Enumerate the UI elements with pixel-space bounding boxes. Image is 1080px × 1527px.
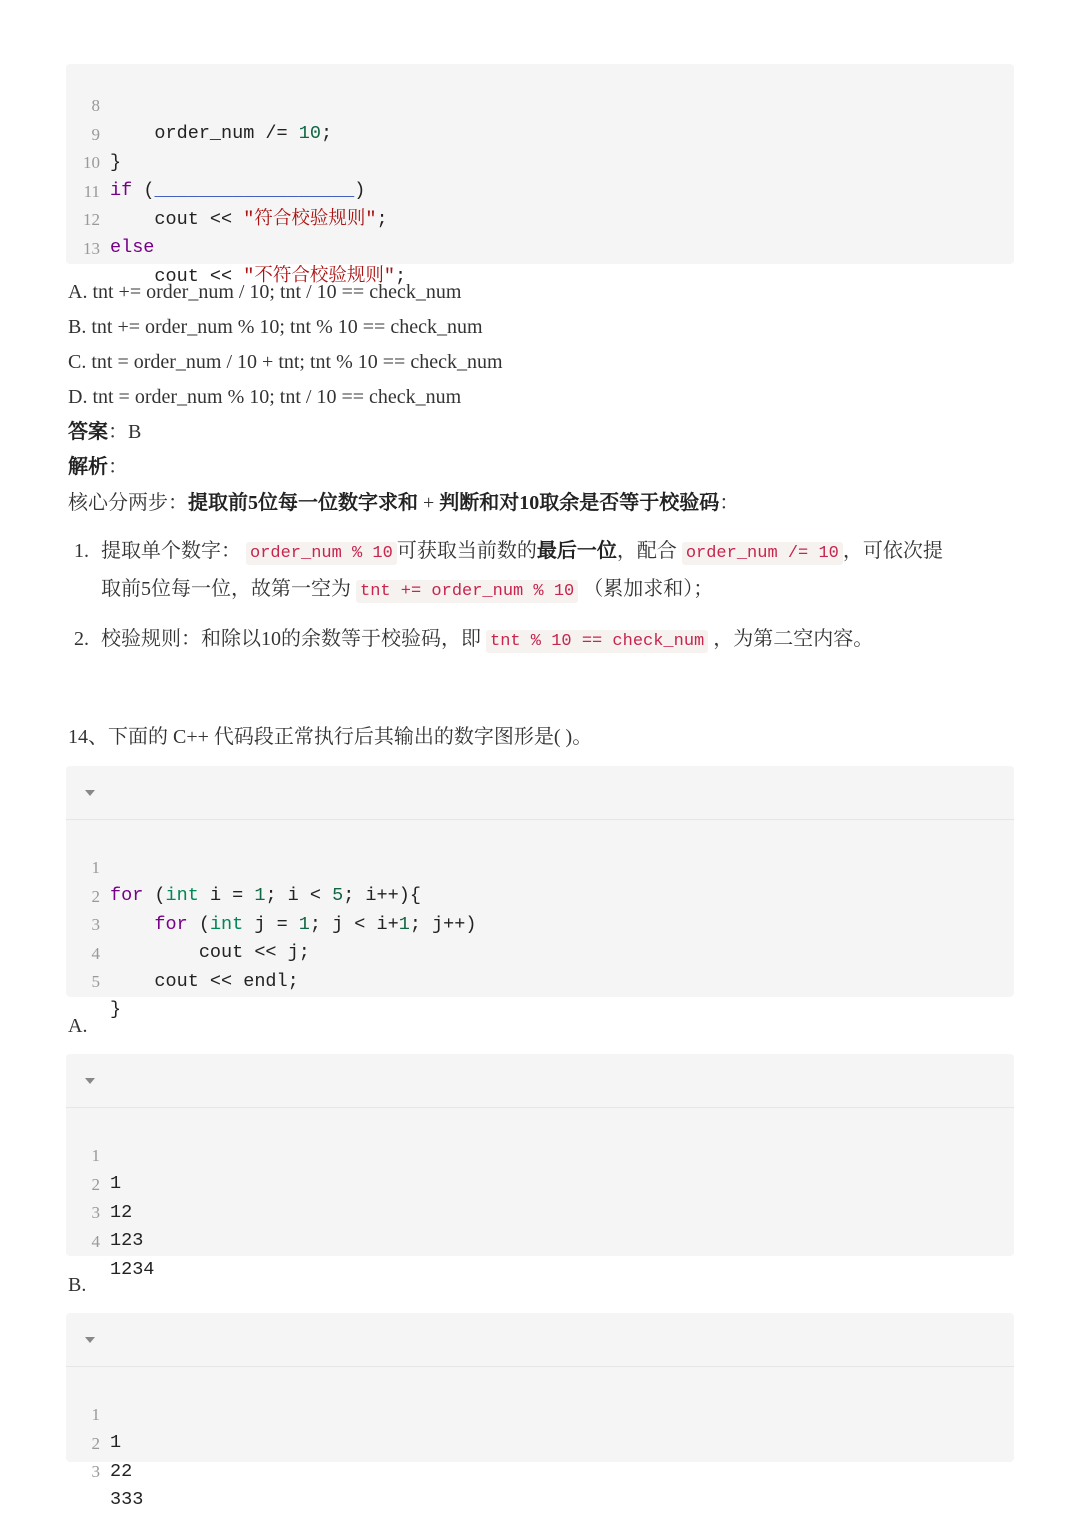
line-number: 3 xyxy=(91,1203,100,1222)
code-string: "符合校验规则" xyxy=(243,208,377,230)
code-text: 1234 xyxy=(110,1258,155,1280)
analysis-bold: 最后一位 xyxy=(536,540,617,562)
code-string: "不符合校验规则" xyxy=(243,265,395,287)
option-b-label: B. xyxy=(68,1274,87,1296)
option-c: C. tnt = order_num / 10 + tnt; tnt % 10 == check_num xyxy=(68,351,503,373)
analysis-bold: 判断和对10取余是否等于校验码 xyxy=(439,492,720,514)
code-line xyxy=(66,1402,133,1482)
code-text: 12 xyxy=(110,1201,133,1223)
code-line xyxy=(66,1114,122,1194)
code-block-option-a xyxy=(66,1054,1014,1280)
line-number: 11 xyxy=(83,181,100,201)
line-number: 12 xyxy=(83,210,100,229)
answer-label: 答案 xyxy=(68,421,108,443)
code-text: ; xyxy=(320,123,333,144)
code-block-header xyxy=(66,1313,1014,1367)
inline-code: order_num /= 10 xyxy=(682,542,843,565)
analysis-bold: 提取前5位每一位数字求和 xyxy=(188,492,418,514)
option-d: D. tnt = order_num % 10; tnt / 10 == check_num xyxy=(68,386,462,408)
code-text: ; xyxy=(394,265,407,287)
line-number: 5 xyxy=(91,972,100,991)
analysis-sep: ： xyxy=(108,456,128,478)
code-line xyxy=(66,1143,133,1223)
analysis-label-line xyxy=(68,452,128,482)
analysis-intro: 核心分两步：提取前5位每一位数字求和 + 判断和对10取余是否等于校验码： xyxy=(68,492,740,514)
code-line xyxy=(66,1373,122,1453)
option-b: B. tnt += order_num % 10; tnt % 10 == check_num xyxy=(68,316,483,338)
code-block-continuation xyxy=(66,64,1014,287)
code-text: 22 xyxy=(110,1460,133,1482)
fill-blank: __________________ xyxy=(154,180,355,201)
line-number: 3 xyxy=(91,915,100,934)
line-number: 4 xyxy=(91,943,100,963)
code-line xyxy=(66,64,333,144)
code-number: 5 xyxy=(332,885,344,906)
code-text: cout << endl; xyxy=(110,970,299,992)
code-keyword: for xyxy=(154,913,188,935)
inline-code: order_num % 10 xyxy=(246,542,397,565)
list-item-text: 提取单个数字： order_num % 10 可获取当前数的最后一位，配合 order_num /= 10 ，可依次提 xyxy=(101,540,943,563)
code-line xyxy=(66,940,122,1020)
line-number: 1 xyxy=(91,1405,100,1424)
code-number: 10 xyxy=(298,123,321,144)
code-text: order_num /= xyxy=(110,123,299,144)
code-block-header xyxy=(66,1054,1014,1108)
code-number: 1 xyxy=(298,913,310,935)
code-type: int xyxy=(209,913,244,935)
code-number: 1 xyxy=(254,885,266,906)
code-text: ) xyxy=(354,180,366,201)
line-number: 4 xyxy=(91,1231,100,1251)
line-number: 8 xyxy=(91,96,100,115)
code-block-header xyxy=(66,766,1014,820)
line-number: 1 xyxy=(91,858,100,877)
code-text: ( xyxy=(132,180,155,201)
code-text: ; xyxy=(376,208,388,230)
code-text: cout << j; xyxy=(110,942,310,963)
code-type: int xyxy=(165,885,199,906)
code-line: 1 for (int i = 1; i < 5; i++){ xyxy=(66,826,110,854)
list-item-text: 校验规则：和除以10的余数等于校验码，即 tnt % 10 == check_num ，为第二空内容。 xyxy=(101,628,874,651)
line-number: 2 xyxy=(91,886,100,906)
code-line xyxy=(66,1171,144,1251)
line-number: 13 xyxy=(83,238,100,258)
caret-down-icon[interactable] xyxy=(85,1337,95,1343)
answer-line xyxy=(68,417,141,447)
code-keyword: else xyxy=(110,237,155,258)
code-text: 333 xyxy=(110,1489,144,1510)
line-number: 2 xyxy=(91,1433,100,1453)
code-text: 1 xyxy=(110,1173,122,1194)
answer-sep: ： xyxy=(108,421,128,443)
answer-value: B xyxy=(128,421,142,443)
line-number: 3 xyxy=(91,1462,100,1481)
list-item-number: 1. xyxy=(74,540,89,562)
code-text: cout << xyxy=(110,265,244,287)
question-14-title: 14、下面的 C++ 代码段正常执行后其输出的数字图形是( )。 xyxy=(68,726,593,748)
code-block-question-14 xyxy=(66,766,1014,1020)
code-line xyxy=(66,1200,155,1280)
analysis-label: 解析 xyxy=(68,456,108,478)
inline-code: tnt % 10 == check_num xyxy=(486,630,708,653)
code-keyword: if xyxy=(110,180,133,201)
line-number: 10 xyxy=(83,153,100,172)
code-number: 1 xyxy=(398,913,410,935)
code-text: cout << xyxy=(110,208,244,230)
caret-down-icon[interactable] xyxy=(85,790,95,796)
list-item-number: 2. xyxy=(74,628,89,650)
code-text: 1 xyxy=(110,1432,122,1453)
code-line: 2 for (int j = 1; j < i+1; j++) xyxy=(66,855,110,883)
caret-down-icon[interactable] xyxy=(85,1078,95,1084)
list-item-text: 取前5位每一位，故第一空为 tnt += order_num % 10 （累加求和）； xyxy=(101,578,714,601)
code-block-option-b xyxy=(66,1313,1014,1510)
option-a: A. tnt += order_num / 10; tnt / 10 == check_num xyxy=(68,281,462,303)
option-a-label: A. xyxy=(68,1015,88,1037)
line-number: 1 xyxy=(91,1146,100,1165)
inline-code: tnt += order_num % 10 xyxy=(356,580,578,603)
line-number: 2 xyxy=(91,1174,100,1194)
code-keyword: for xyxy=(110,885,144,906)
line-number: 9 xyxy=(91,124,100,144)
code-text: } xyxy=(110,999,122,1020)
code-text: 123 xyxy=(110,1230,144,1251)
code-text: } xyxy=(110,151,122,173)
